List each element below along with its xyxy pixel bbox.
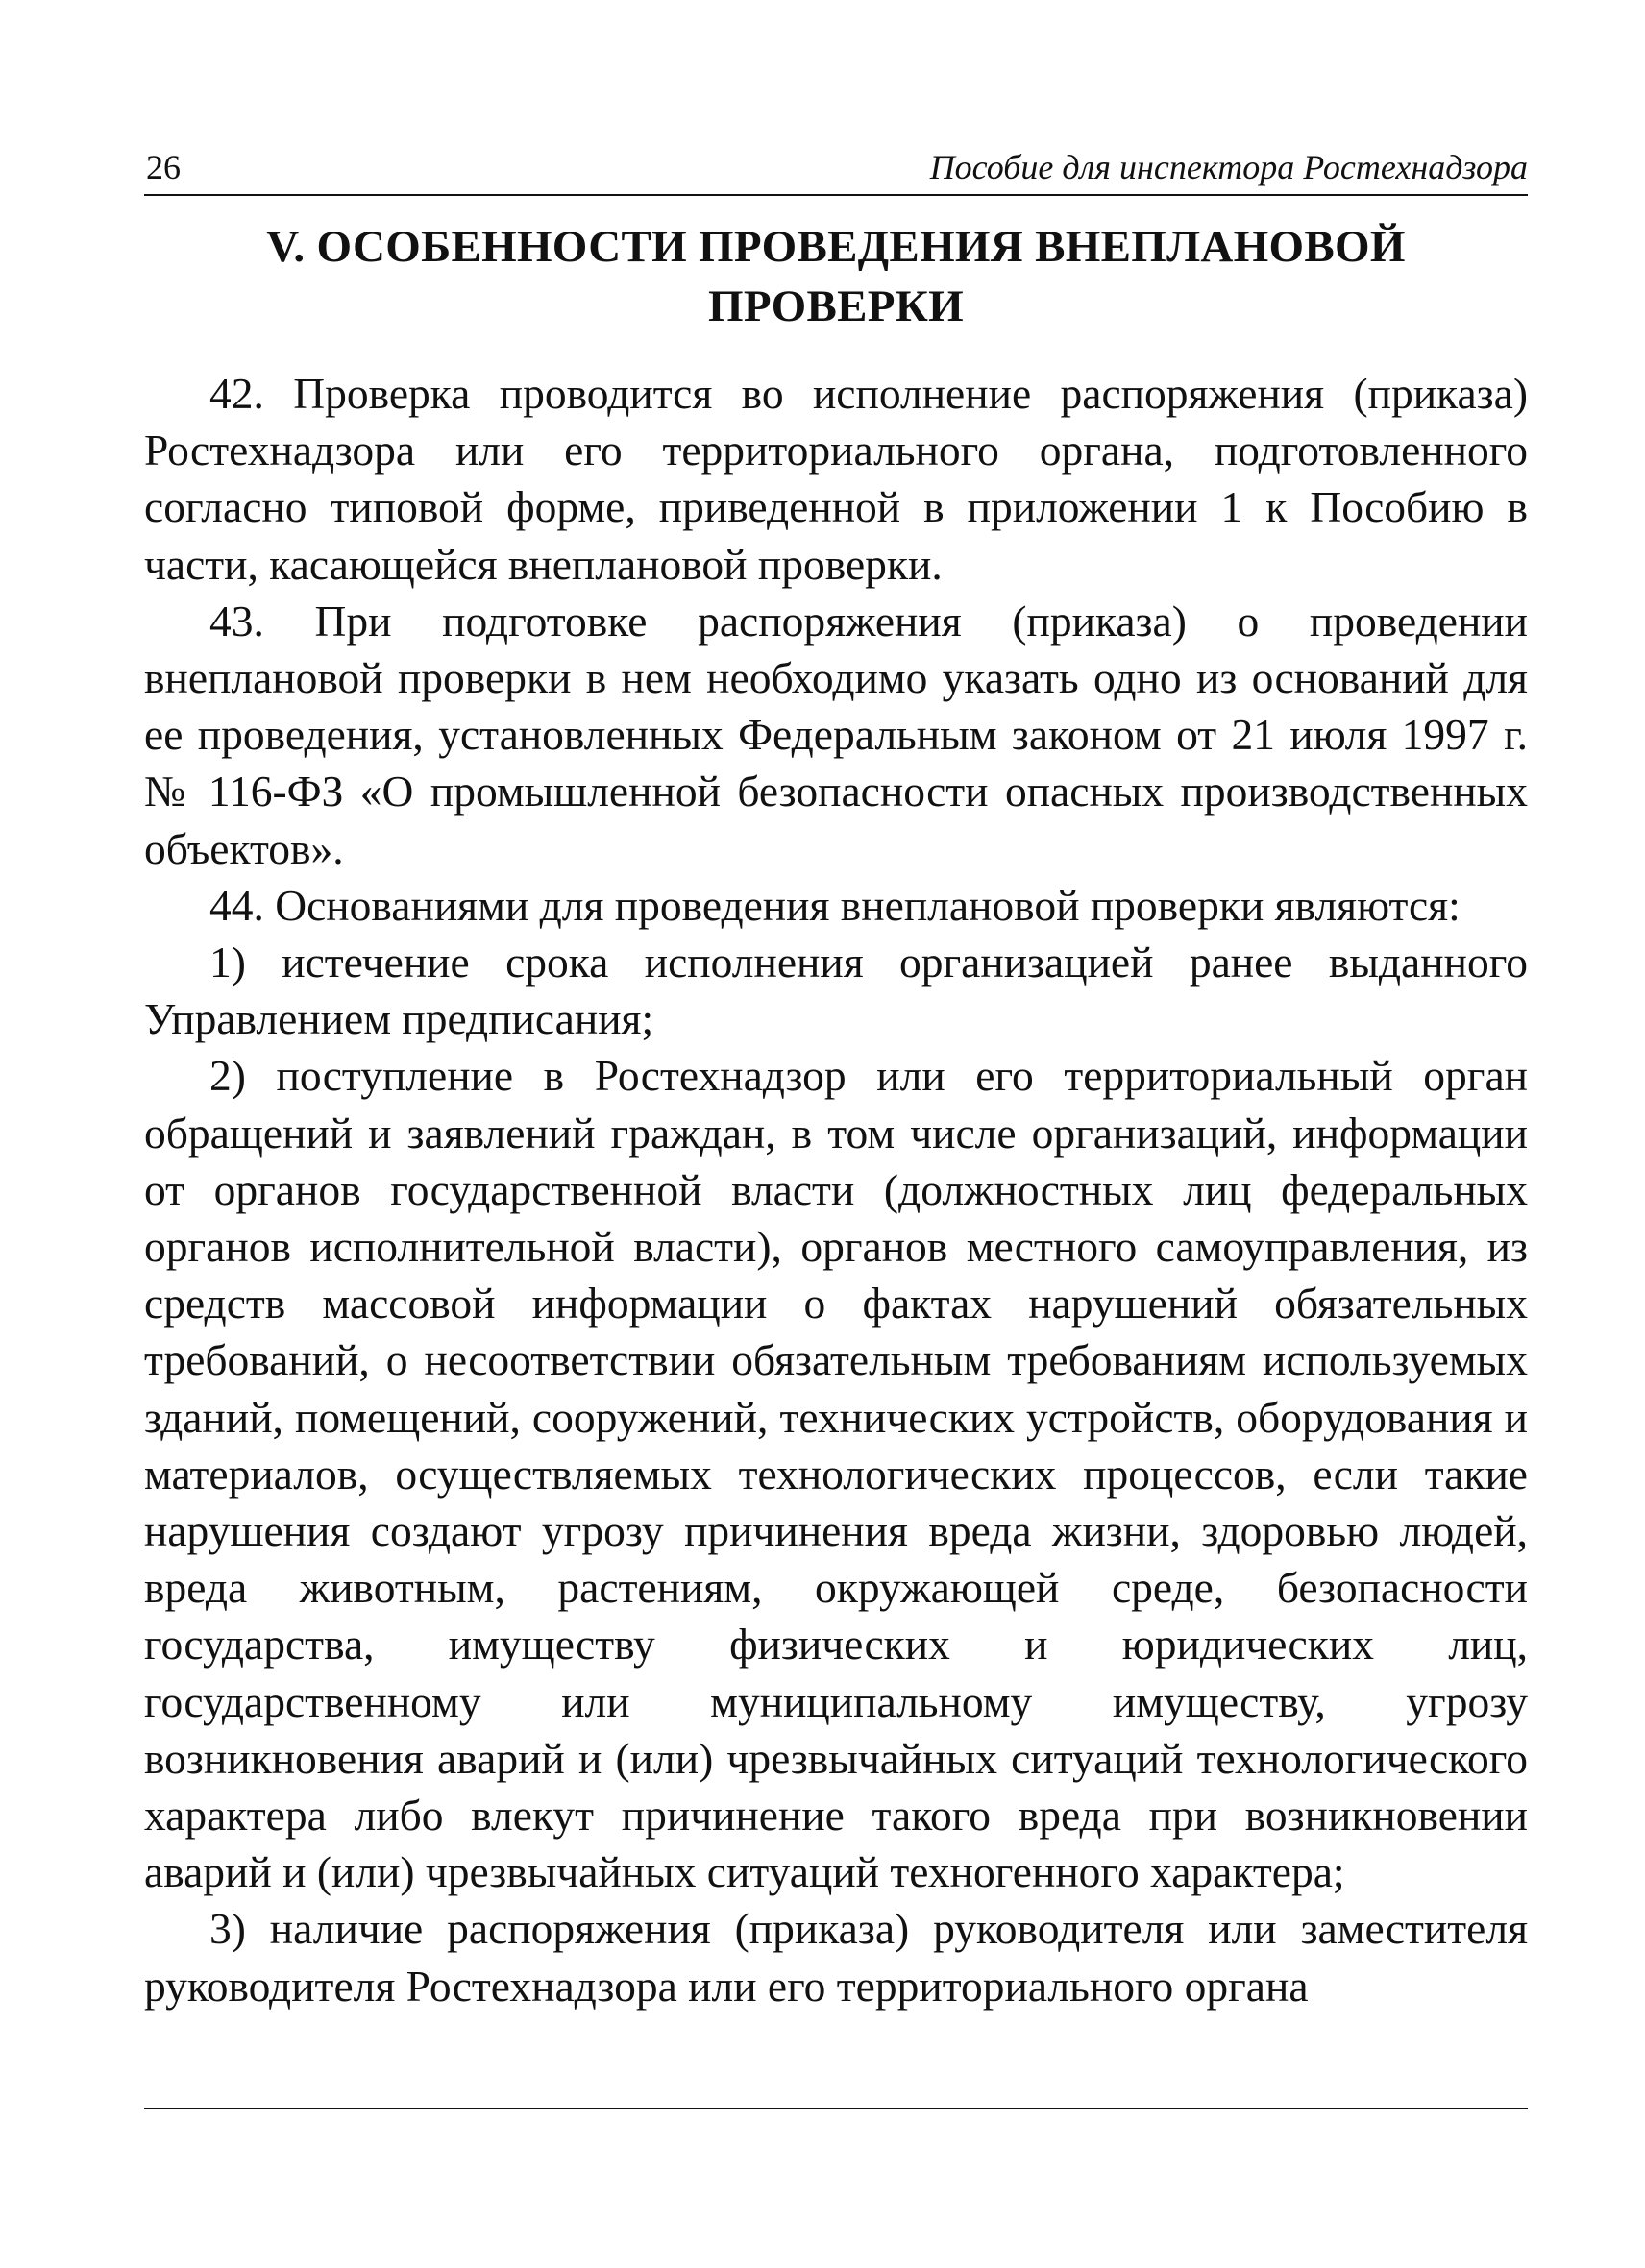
bottom-rule bbox=[144, 2108, 1528, 2109]
body-text bbox=[144, 365, 1528, 2014]
paragraph-44: 44. Основаниями для проведения внеплановой проверки являются: bbox=[209, 880, 1461, 930]
list-item-2: 2) поступление в Ростехнадзор или его территориальный орган обращений и заявлений граждан, в том числе организаций, информации от органов государственной власти (должностных лиц федеральных органов исполнительной власти), органов местного самоуправления, из средств массовой информации о фактах нарушений обязательных требований, о несоответствии обязательным требованиям используемых зданий, помещений, сооружений, технических устройств, оборудования и материалов, осуществляемых технологических процессов, если такие нарушения создают угрозу причинения вреда жизни, здоровью людей, вреда животным, растениям, окружающей среде, безопасности государства, имуществу физических и юридических лиц, государственному или муниципальному имуществу, угрозу возникновения аварий и (или) чрезвычайных ситуаций технологического характера либо влекут причинение такого вреда при возникновении аварий и (или) чрезвычайных ситуаций техногенного характера; bbox=[144, 1051, 1528, 1897]
paragraph-43: 43. При подготовке распоряжения (приказа) о проведении внеплановой проверки в нем необходимо указать одно из оснований для ее проведения, установленных Федеральным законом от 21 июля 1997 г. № 116-ФЗ «О промышленной безопасности опасных производственных объектов». bbox=[144, 596, 1528, 873]
list-item-1: 1) истечение срока исполнения организацией ранее выданного Управлением предписания; bbox=[144, 938, 1528, 1044]
running-title: Пособие для инспектора Ростехнадзора bbox=[929, 148, 1528, 186]
page-number: 26 bbox=[146, 148, 181, 186]
book-page bbox=[144, 144, 1528, 2161]
list-item-3: 3) наличие распоряжения (приказа) руководителя или заместителя руководителя Ростехнадзора или его территориального органа bbox=[144, 1904, 1528, 2011]
running-head bbox=[144, 144, 1528, 196]
paragraph-42: 42. Проверка проводится во исполнение распоряжения (приказа) Ростехнадзора или его территориального органа, подготовленного согласно типовой форме, приведенной в приложении 1 к Пособию в части, касающейся внеплановой проверки. bbox=[144, 369, 1528, 589]
chapter-title: V. ОСОБЕННОСТИ ПРОВЕДЕНИЯ ВНЕПЛАНОВОЙ ПРОВЕРКИ bbox=[266, 222, 1406, 331]
